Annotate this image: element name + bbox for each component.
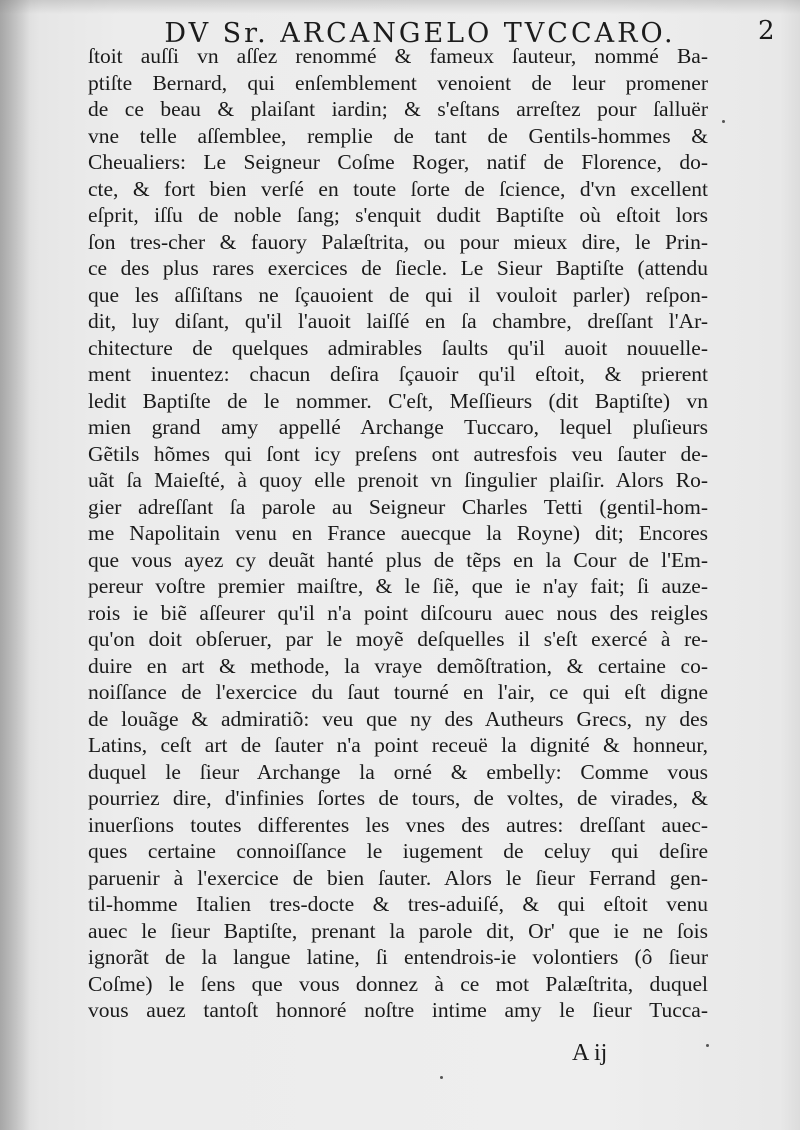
text-line: uãt ſa Maieſté, à quoy elle prenoit vn ſingulier plaiſir. Alors Ro-: [88, 468, 708, 492]
text-line: de ce beau & plaiſant iardin; & s'eſtans arreſtez pour ſalluër: [88, 97, 708, 121]
text-line: dit, luy diſant, qu'il l'auoit laiſſé en ſa chambre, dreſſant l'Ar-: [88, 309, 708, 333]
text-line: Gẽtils hõmes qui ſont icy preſens ont autresfois veu ſauter de-: [88, 441, 708, 466]
text-line: duquel le ſieur Archange la orné & embelly: Comme vous: [88, 759, 708, 784]
text-line: inuerſions toutes differentes les vnes des autres: dreſſant auec-: [88, 812, 708, 837]
ink-speck: [722, 120, 725, 123]
text-line: pourriez dire, d'infinies ſortes de tours, de voltes, de virades, &: [88, 786, 708, 810]
text-line: vous auez tantoſt honnoré noſtre intime amy le ſieur Tucca-: [88, 998, 708, 1022]
text-line: ſon tres-cher & fauory Palæſtrita, ou pour mieux dire, le Prin-: [88, 229, 708, 254]
text-line: me Napolitain venu en France auecque la Royne) dit; Encores: [88, 521, 708, 545]
text-line: ptiſte Bernard, qui enſemblement venoient de leur promener: [88, 70, 708, 95]
text-line: ſtoit auſſi vn aſſez renommé & fameux ſauteur, nommé Ba-: [88, 44, 708, 68]
text-line: mien grand amy appellé Archange Tuccaro, lequel pluſieurs: [88, 415, 708, 439]
page-number: 2: [758, 16, 775, 46]
text-line: eſprit, iſſu de noble ſang; s'enquit dudit Baptiſte où eſtoit lors: [88, 203, 708, 227]
text-line: rois ie biẽ aſſeurer qu'il n'a point diſcouru auec nous des reigles: [88, 600, 708, 625]
text-line: vne telle aſſemblee, remplie de tant de Gentils-hommes &: [88, 123, 708, 148]
top-edge-shadow: [0, 0, 800, 14]
text-line: de louãge & admiratiõ: veu que ny des Autheurs Grecs, ny des: [88, 706, 708, 731]
text-line: ques certaine connoiſſance le iugement de celuy qui deſire: [88, 839, 708, 863]
text-line: paruenir à l'exercice de bien ſauter. Alors le ſieur Ferrand gen-: [88, 865, 708, 890]
text-line: duire en art & methode, la vraye demõſtration, & certaine co-: [88, 653, 708, 678]
text-line: qu'on doit obſeruer, par le moyẽ deſquelles il s'eſt exercé à re-: [88, 627, 708, 651]
text-line: noiſſance de l'exercice du ſaut tourné en l'air, ce qui eſt digne: [88, 680, 708, 704]
text-line: ce des plus rares exercices de ſiecle. Le Sieur Baptiſte (attendu: [88, 256, 708, 280]
text-line: Latins, ceſt art de ſauter n'a point receuë la dignité & honneur,: [88, 733, 708, 757]
body-text: [88, 43, 708, 1024]
signature-mark: A ij: [572, 1040, 608, 1066]
ink-speck: [706, 1044, 709, 1047]
text-line: cte, & fort bien verſé en toute ſorte de ſcience, d'vn excellent: [88, 176, 708, 201]
text-line: auec le ſieur Baptiſte, prenant la parole dit, Or' que ie ne ſois: [88, 918, 708, 943]
text-line: que vous ayez cy deuãt hanté plus de tẽps en la Cour de l'Em-: [88, 547, 708, 572]
text-line: til-homme Italien tres-docte & tres-aduiſé, & qui eſtoit venu: [88, 892, 708, 916]
text-line: pereur voſtre premier maiſtre, & le ſiẽ, que ie n'ay fait; ſi auze-: [88, 574, 708, 598]
text-line: gier adreſſant ſa parole au Seigneur Charles Tetti (gentil-hom-: [88, 494, 708, 519]
text-line: ledit Baptiſte de le nommer. C'eſt, Meſſieurs (dit Baptiſte) vn: [88, 388, 708, 413]
ink-speck: [440, 1076, 443, 1079]
running-head-title: DV Sr. ARCANGELO TVCCARO.: [164, 18, 676, 49]
text-line: ignorãt de la langue latine, ſi entendrois-ie volontiers (ô ſieur: [88, 945, 708, 969]
text-line: que les aſſiſtans ne ſçauoient de qui il vouloit parler) reſpon-: [88, 282, 708, 307]
text-line: chitecture de quelques admirables ſaults qu'il auoit nouuelle-: [88, 335, 708, 360]
text-line: ment inuentez: chacun deſira ſçauoir qu'il eſtoit, & prierent: [88, 362, 708, 386]
text-line: Cheualiers: Le Seigneur Coſme Roger, natif de Florence, do-: [88, 150, 708, 174]
text-line: Coſme) le ſens que vous donnez à ce mot Palæſtrita, duquel: [88, 971, 708, 996]
gutter-shadow: [0, 0, 30, 1130]
